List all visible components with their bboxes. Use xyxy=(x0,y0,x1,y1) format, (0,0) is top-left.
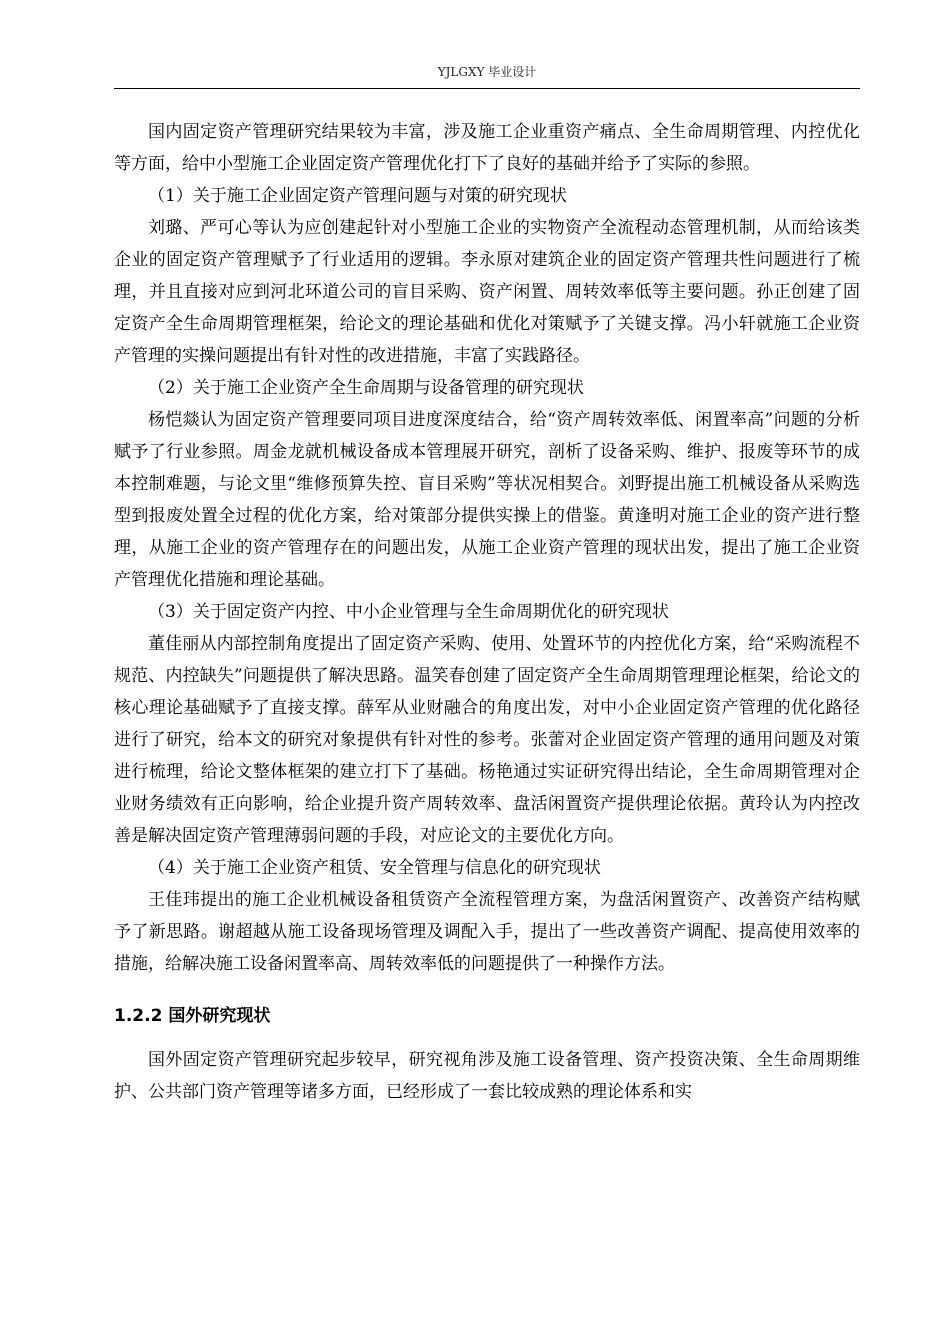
foreign-research-paragraph: 国外固定资产管理研究起步较早，研究视角涉及施工设备管理、资产投资决策、全生命周期维护、公共部门资产管理等诸多方面，已经形成了一套比较成熟的理论体系和实 xyxy=(114,1050,860,1102)
document-body xyxy=(114,116,860,1108)
page-header: YJLGXY 毕业设计 xyxy=(114,62,860,89)
intro-paragraph: 国内固定资产管理研究结果较为丰富，涉及施工企业重资产痛点、全生命周期管理、内控优化等方面，给中小型施工企业固定资产管理优化打下了良好的基础并给予了实际的参照。 xyxy=(114,122,860,174)
paragraph-2: 杨恺燚认为固定资产管理要同项目进度深度结合，给“资产周转效率低、闲置率高”问题的分析赋予了行业参照。周金龙就机械设备成本管理展开研究，剖析了设备采购、维护、报废等环节的成本控制难题，与论文里“维修预算失控、盲目采购”等状况相契合。刘野提出施工机械设备从采购选型到报废处置全过程的优化方案，给对策部分提供实操上的借鉴。黄逢明对施工企业的资产进行整理，从施工企业的资产管理存在的问题出发，从施工企业资产管理的现状出发，提出了施工企业资产管理优化措施和理论基础。 xyxy=(114,410,860,590)
subheading-4: （4）关于施工企业资产租赁、安全管理与信息化的研究现状 xyxy=(148,858,601,878)
subheading-2: （2）关于施工企业资产全生命周期与设备管理的研究现状 xyxy=(148,378,584,398)
paragraph-3: 董佳丽从内部控制角度提出了固定资产采购、使用、处置环节的内控优化方案，给“采购流程不规范、内控缺失”问题提供了解决思路。温笑春创建了固定资产全生命周期管理理论框架，给论文的核心理论基础赋予了直接支撑。薛军从业财融合的角度出发，对中小企业固定资产管理的优化路径进行了研究，给本文的研究对象提供有针对性的参考。张蕾对企业固定资产管理的通用问题及对策进行梳理，给论文整体框架的建立打下了基础。杨艳通过实证研究得出结论，全生命周期管理对企业财务绩效有正向影响，给企业提升资产周转效率、盘活闲置资产提供理论依据。黄玲认为内控改善是解决固定资产管理薄弱问题的手段，对应论文的主要优化方向。 xyxy=(114,634,860,846)
section-heading: 1.2.2 国外研究现状 xyxy=(114,1006,271,1026)
subheading-1: （1）关于施工企业固定资产管理问题与对策的研究现状 xyxy=(148,186,567,206)
paragraph-4: 王佳玮提出的施工企业机械设备租赁资产全流程管理方案，为盘活闲置资产、改善资产结构赋予了新思路。谢超越从施工设备现场管理及调配入手，提出了一些改善资产调配、提高使用效率的措施，给解决施工设备闲置率高、周转效率低的问题提供了一种操作方法。 xyxy=(114,890,860,974)
subheading-3: （3）关于固定资产内控、中小企业管理与全生命周期优化的研究现状 xyxy=(148,602,669,622)
paragraph-1: 刘璐、严可心等认为应创建起针对小型施工企业的实物资产全流程动态管理机制，从而给该类企业的固定资产管理赋予了行业适用的逻辑。李永原对建筑企业的固定资产管理共性问题进行了梳理，并且直接对应到河北环道公司的盲目采购、资产闲置、周转效率低等主要问题。孙正创建了固定资产全生命周期管理框架，给论文的理论基础和优化对策赋予了关键支撑。冯小轩就施工企业资产管理的实操问题提出有针对性的改进措施，丰富了实践路径。 xyxy=(114,218,860,366)
